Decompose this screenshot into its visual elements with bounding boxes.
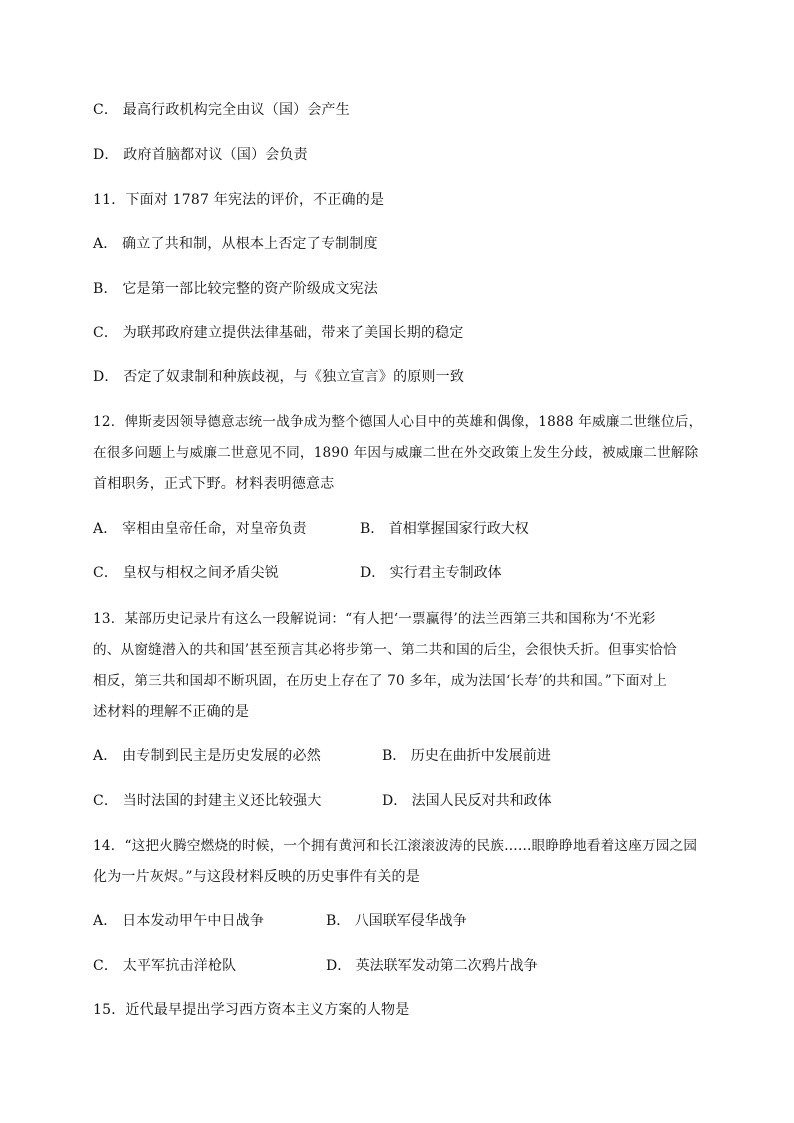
q11-stem: 11．下面对 1787 年宪法的评价，不正确的是 [93,192,385,208]
q13-stem-line3: 相反，第三共和国却不断巩固，在历史上存在了 70 多年，成为法国‘长寿’的共和国。”下面对上 [93,673,668,689]
q11-option-c: C． 为联邦政府建立提供法律基础，带来了美国长期的稳定 [93,325,464,341]
q14-option-c: C． 太平军抗击洋枪队 [93,958,237,974]
q14-option-a: A． 日本发动甲午中日战争 [93,913,265,929]
q12-stem-line1: 12．俾斯麦因领导德意志统一战争成为整个德国人心目中的英雄和偶像，1888 年威廉二世继位后， [93,414,703,430]
q14-option-b: B． 八国联军侵华战争 [326,913,467,929]
q12-option-c: C． 皇权与相权之间矛盾尖锐 [93,565,279,581]
q10-option-c: C． 最高行政机构完全由议（国）会产生 [93,102,350,118]
q14-stem-line2: 化为一片灰烬。”与这段材料反映的历史事件有关的是 [93,869,420,885]
q12-option-d: D． 实行君主专制政体 [360,565,502,581]
q12-stem-line2: 在很多问题上与威廉二世意见不同，1890 年因与威廉二世在外交政策上发生分歧，被威廉二世解除 [93,445,699,461]
q13-stem-line4: 述材料的理解不正确的是 [93,704,250,720]
q14-stem-line1: 14．“这把火腾空燃烧的时候，一个拥有黄河和长江滚滚波涛的民族……眼睁睁地看着这座万园之园 [93,838,698,854]
q13-stem-line2: 的、从窗缝潜入的共和国’甚至预言其必将步第一、第二共和国的后尘，会很快夭折。但事实恰恰 [93,642,677,658]
q11-option-a: A． 确立了共和制，从根本上否定了专制制度 [93,236,378,252]
q11-option-b: B． 它是第一部比较完整的资产阶级成文宪法 [93,281,378,297]
q14-option-d: D． 英法联军发动第二次鸦片战争 [326,958,538,974]
q10-option-d: D． 政府首脑都对议（国）会负责 [93,147,308,163]
q15-stem: 15．近代最早提出学习西方资本主义方案的人物是 [93,1002,410,1018]
q13-option-b: B． 历史在曲折中发展前进 [382,748,551,764]
q11-option-d: D． 否定了奴隶制和种族歧视，与《独立宣言》的原则一致 [93,369,465,385]
q13-stem-line1: 13．某部历史记录片有这么一段解说词：“有人把‘一票赢得’的法兰西第三共和国称为‘不光彩 [93,611,656,627]
q13-option-c: C． 当时法国的封建主义还比较强大 [93,793,322,809]
q13-option-d: D． 法国人民反对共和政体 [382,793,552,809]
q13-option-a: A． 由专制到民主是历史发展的必然 [93,748,321,764]
q12-option-a: A． 宰相由皇帝任命，对皇帝负责 [93,521,307,537]
q12-stem-line3: 首相职务，正式下野。材料表明德意志 [93,476,335,492]
q12-option-b: B． 首相掌握国家行政大权 [360,521,529,537]
